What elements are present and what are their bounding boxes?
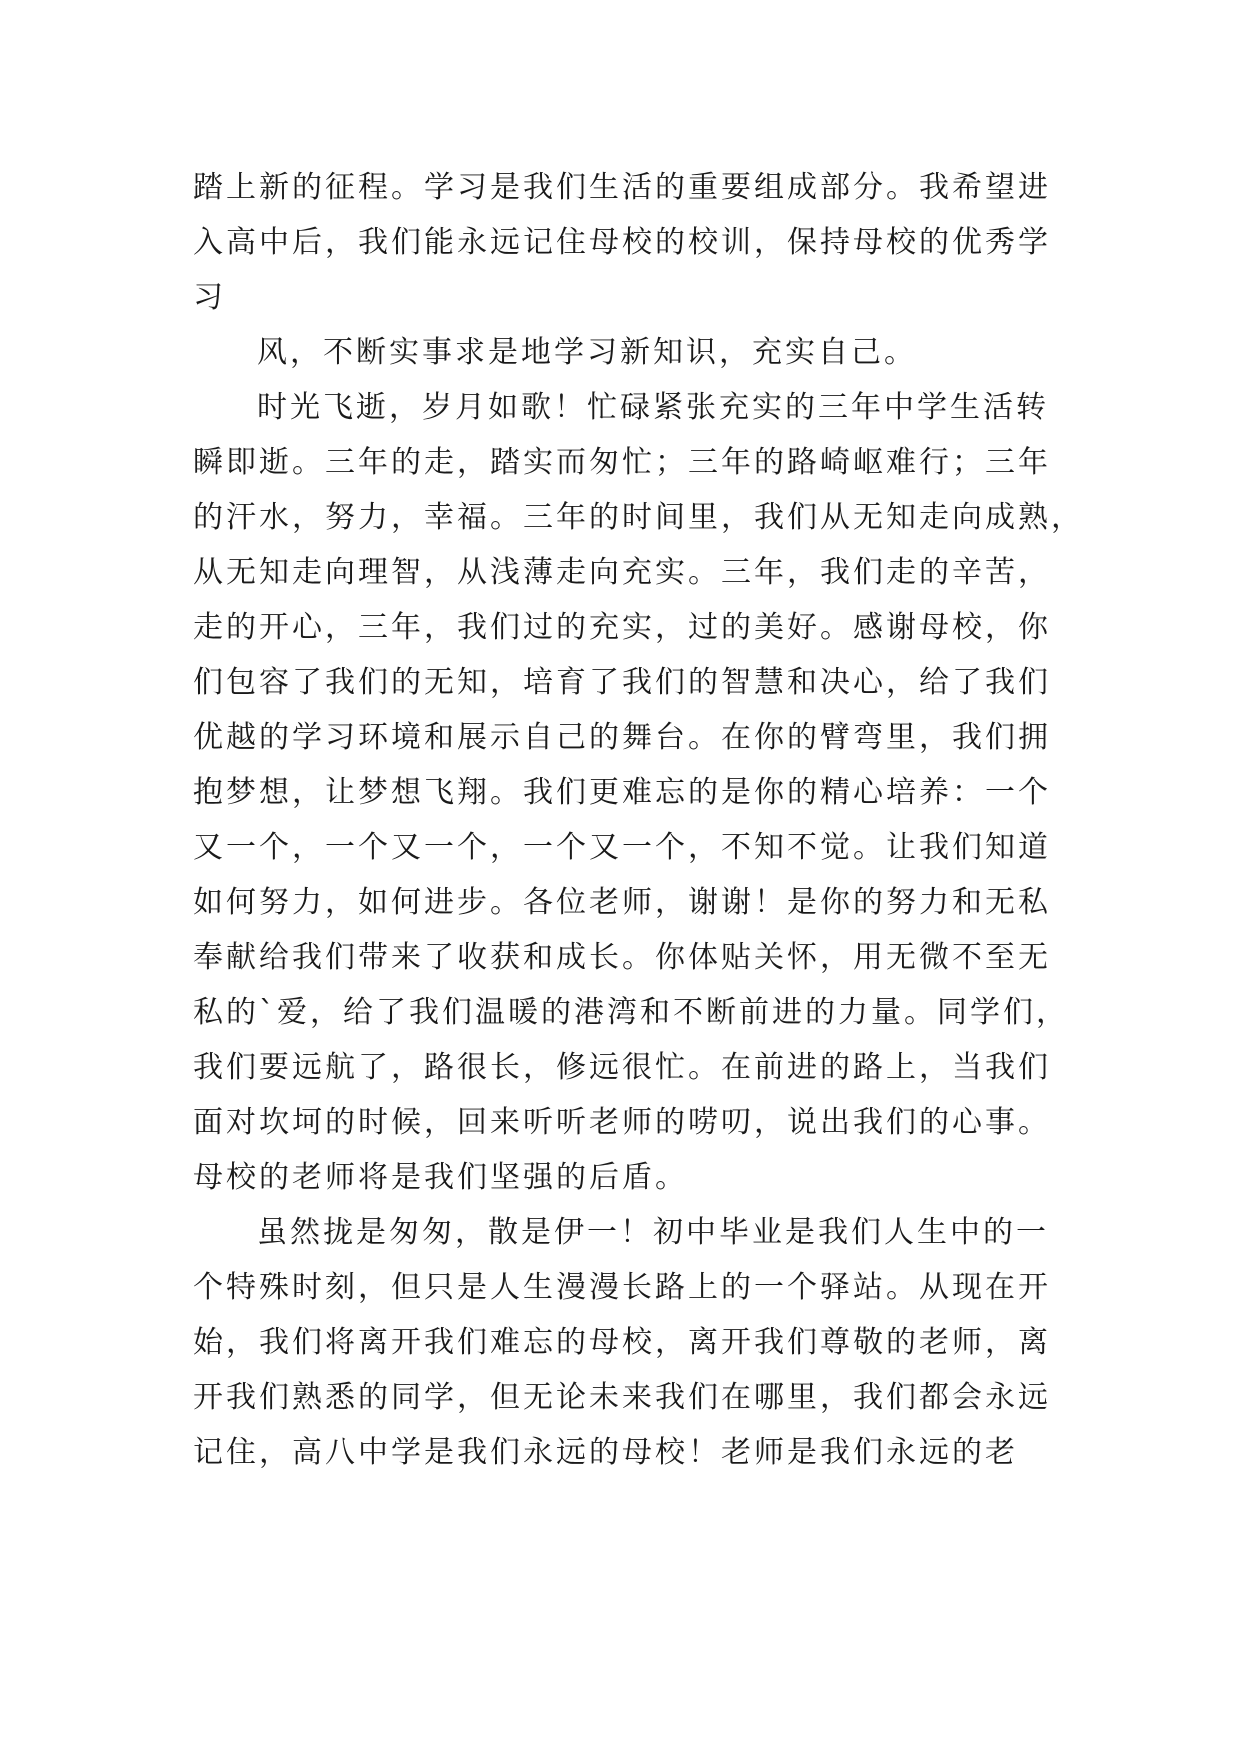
text-line: 母校的老师将是我们坚强的后盾。 — [193, 1160, 688, 1195]
text-line: 如何努力，如何进步。各位老师，谢谢！是你的努力和无私 — [193, 885, 1051, 920]
text-line: 们包容了我们的无知，培育了我们的智慧和决心，给了我们 — [193, 665, 1051, 700]
paragraph-start-line: 风，不断实事求是地学习新知识，充实自己。 — [257, 335, 917, 370]
body-text — [193, 160, 1084, 1480]
text-line: 又一个，一个又一个，一个又一个，不知不觉。让我们知道 — [193, 830, 1051, 865]
text-line: 优越的学习环境和展示自己的舞台。在你的臂弯里，我们拥 — [193, 720, 1051, 755]
text-line: 瞬即逝。三年的走，踏实而匆忙；三年的路崎岖难行；三年 — [193, 445, 1051, 480]
text-line: 踏上新的征程。学习是我们生活的重要组成部分。我希望进 — [193, 170, 1051, 205]
text-line: 奉献给我们带来了收获和成长。你体贴关怀，用无微不至无 — [193, 940, 1051, 975]
text-line: 记住，高八中学是我们永远的母校！老师是我们永远的老 — [193, 1435, 1018, 1470]
text-line: 习 — [193, 280, 226, 315]
text-line: 走的开心，三年，我们过的充实，过的美好。感谢母校，你 — [193, 610, 1051, 645]
text-line: 面对坎坷的时候，回来听听老师的唠叨，说出我们的心事。 — [193, 1105, 1051, 1140]
text-line: 始，我们将离开我们难忘的母校，离开我们尊敬的老师，离 — [193, 1325, 1051, 1360]
text-line: 的汗水，努力，幸福。三年的时间里，我们从无知走向成熟， — [193, 500, 1084, 535]
paragraph-start-line: 虽然拢是匆匆，散是伊一！初中毕业是我们人生中的一 — [257, 1215, 1049, 1250]
text-line: 私的`爱，给了我们温暖的港湾和不断前进的力量。同学们， — [193, 995, 1069, 1030]
text-line: 入高中后，我们能永远记住母校的校训，保持母校的优秀学 — [193, 225, 1051, 260]
text-line: 抱梦想，让梦想飞翔。我们更难忘的是你的精心培养：一个 — [193, 775, 1051, 810]
text-line: 我们要远航了，路很长，修远很忙。在前进的路上，当我们 — [193, 1050, 1051, 1085]
text-line: 开我们熟悉的同学，但无论未来我们在哪里，我们都会永远 — [193, 1380, 1051, 1415]
text-line: 从无知走向理智，从浅薄走向充实。三年，我们走的辛苦， — [193, 555, 1051, 590]
text-line: 个特殊时刻，但只是人生漫漫长路上的一个驿站。从现在开 — [193, 1270, 1051, 1305]
paragraph-start-line: 时光飞逝，岁月如歌！忙碌紧张充实的三年中学生活转 — [257, 390, 1049, 425]
